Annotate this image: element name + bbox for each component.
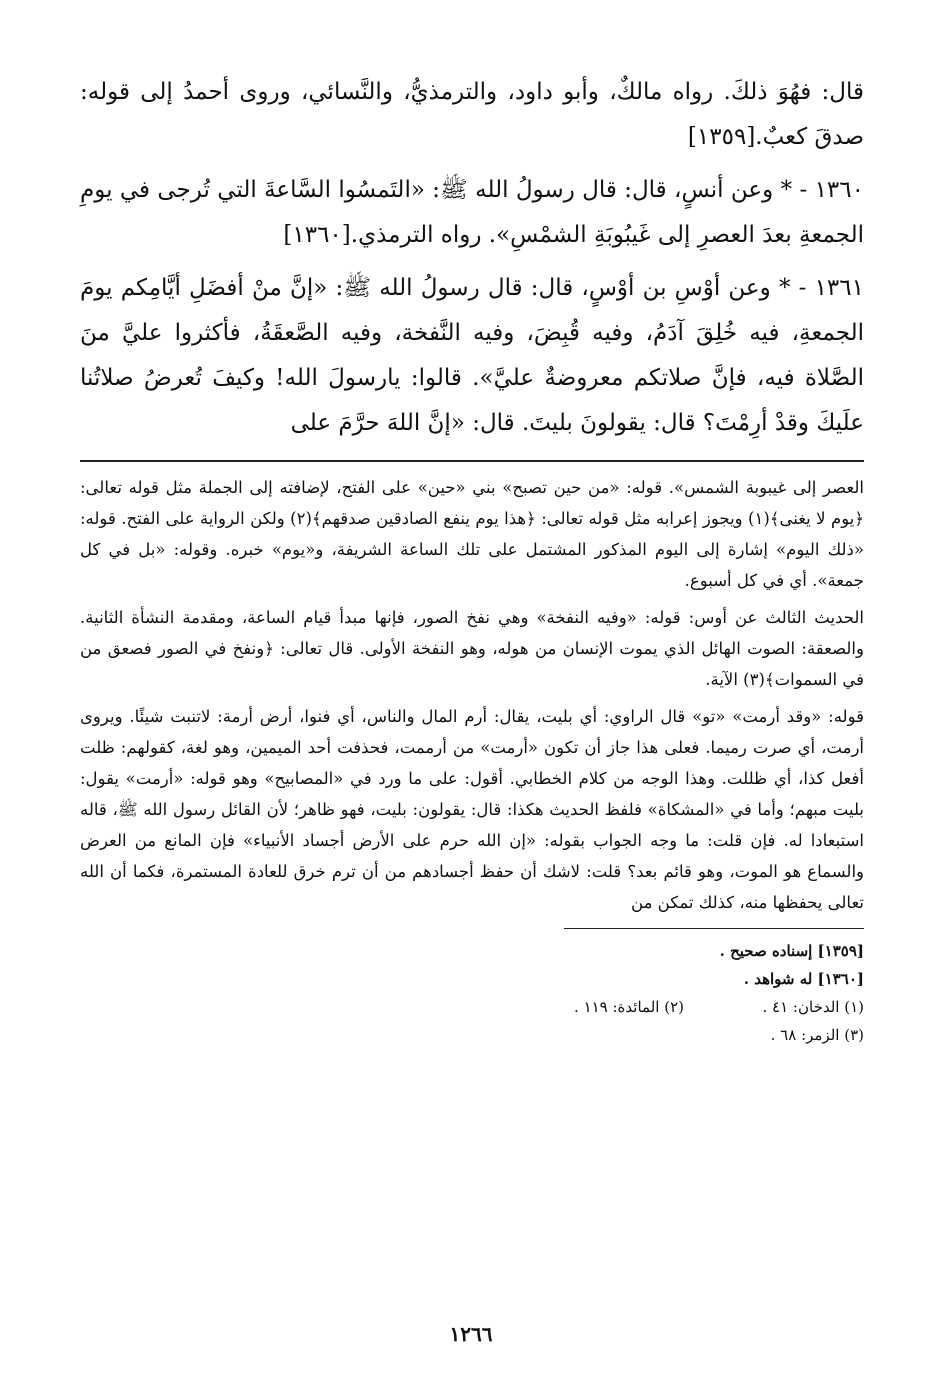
footnote-3: (٣) الزمر: ٦٨ . (770, 1026, 864, 1044)
commentary (80, 472, 864, 918)
footnote-1360: [١٣٦٠] له شواهد . (743, 970, 864, 988)
footnote-divider (564, 928, 864, 929)
main-divider (80, 460, 864, 462)
footnote-1359: [١٣٥٩] إسناده صحيح . (719, 942, 864, 960)
commentary-paragraph-2: الحديث الثالث عن أوس: قوله: «وفيه النفخة» وهي نفخ الصور، فإنها مبدأ قيام الساعة، ومقدمة النشأة الثانية. والصعقة: الصوت الهائل الذي يموت الإنسان من هوله، وهو النفخة الأولى. قال تعالى: ﴿ونفخ في الصور فصعق من في السموات﴾(٣) الآية. (80, 608, 864, 689)
paragraph-hadith-1360: ١٣٦٠ - * وعن أنسٍ، قال: قال رسولُ الله ﷺ: «التَمسُوا السَّاعةَ التي تُرجى في يومِ الجمعةِ بعدَ العصرِ إلى غَيبُوبَةِ الشمْسِ». رواه الترمذي.[١٣٦٠] (80, 177, 864, 248)
paragraph-hadith-1361: ١٣٦١ - * وعن أوْسِ بن أوْسٍ، قال: قال رسولُ الله ﷺ: «إنَّ منْ أفضَلِ أيَّامِكم يومَ الجمعةِ، فيه خُلِقَ آدَمُ، وفيه قُبِضَ، وفيه النَّفخة، وفيه الصَّعقَةُ، فأكثروا عليَّ منَ الصَّلاة فيه، فإنَّ صلاتكم معروضةٌ عليَّ». قالوا: يارسولَ الله! وكيفَ تُعرضُ صلاتُنا علَيكَ وقدْ أرِمْتَ؟ قال: يقولونَ بليتَ. قال: «إنَّ اللهَ حرَّمَ على (80, 275, 864, 436)
footnote-2: (٢) المائدة: ١١٩ . (574, 998, 684, 1016)
footnote-row (80, 993, 864, 1021)
paragraph-1: قال: فهُوَ ذلكَ. رواه مالكٌ، وأبو داود، والترمذيُّ، والنَّسائي، وروى أحمدُ إلى قوله: صدقَ كعبٌ.[١٣٥٩] (80, 79, 864, 150)
page-number: ١٢٦٦ (449, 1322, 493, 1346)
hadith-text (80, 70, 864, 446)
footnotes (80, 937, 864, 1049)
footnote-1: (١) الدخان: ٤١ . (762, 998, 864, 1016)
commentary-paragraph-3: قوله: «وقد أرمت» «تو» قال الراوي: أي بليت، يقال: أرم المال والناس، أي فنوا، أرض أرمة: لاتنبت شيئًا. ويروى أرمت، أي صرت رميما. فعلى هذا جاز أن تكون «أرمت» من أرممت، فحذفت أحد الميمين، وهو لغة، كقولهم: ظلت أفعل كذا، أي ظللت. وهذا الوجه من كلام الخطابي. أقول: على ما ورد في «المصابيح» وهو قوله: «أرمت» يقول: بليت مبهم؛ وأما في «المشكاة» فلفظ الحديث هكذا: قال: يقولون: بليت، فهو ظاهر؛ لأن القائل رسول الله ﷺ، قاله استبعادا له. فإن قلت: ما وجه الجواب بقوله: «إن الله حرم على الأرض أجساد الأنبياء» فإن المانع من العرض والسماع هو الموت، وهو قائم بعد؟ قلت: لاشك أن حفظ أجسادهم من أن ترم خرق للعادة المستمرة، فكما أن الله تعالى يحفظها منه، كذلك تمكن من (80, 707, 864, 912)
page-content (80, 70, 864, 1049)
commentary-paragraph-1: العصر إلى غيبوبة الشمس». قوله: «من حين تصبح» بني «حين» على الفتح، لإضافته إلى الجملة مثل قوله تعالى: ﴿يوم لا يغنى﴾(١) ويجوز إعرابه مثل قوله تعالى: ﴿هذا يوم ينفع الصادقين صدقهم﴾(٢) ولكن الرواية على الفتح. قوله: «ذلك اليوم» إشارة إلى اليوم المذكور المشتمل على تلك الساعة الشريفة، و«يوم» خبره. وقوله: «بل في كل جمعة». أي في كل أسبوع. (80, 478, 864, 590)
